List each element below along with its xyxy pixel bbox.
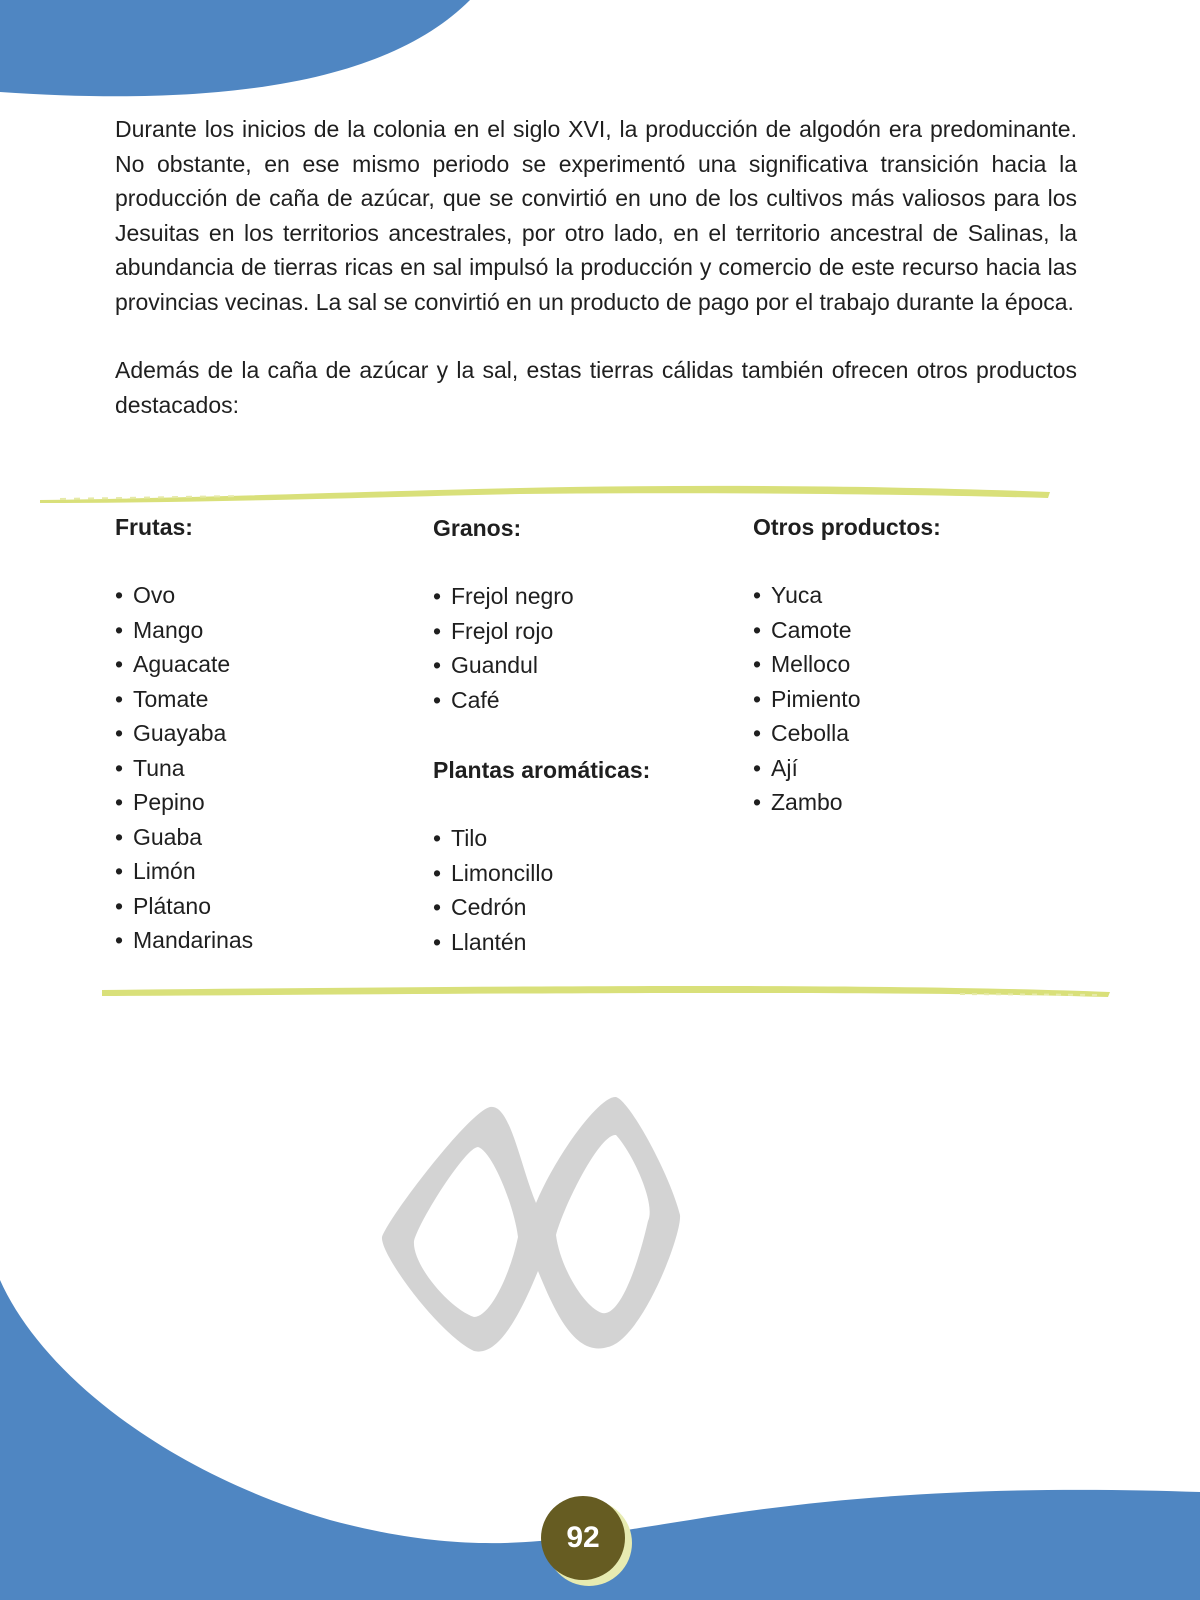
list-item <box>115 613 415 648</box>
list-item-label: Mango <box>133 616 204 643</box>
bullet-icon: • <box>753 789 762 815</box>
list-item <box>115 578 415 613</box>
bullet-icon: • <box>753 651 762 677</box>
list-item <box>115 716 415 751</box>
bullet-icon: • <box>115 685 124 712</box>
bullet-icon: • <box>115 789 124 815</box>
list-item <box>433 648 733 683</box>
bullet-icon: • <box>115 823 124 850</box>
list-item-label: Limoncillo <box>451 859 554 886</box>
list-item <box>433 579 733 614</box>
list-item <box>753 716 1053 751</box>
column-otros-productos <box>753 512 1053 858</box>
list-item-label: Tuna <box>133 754 185 781</box>
bullet-icon: • <box>433 894 442 920</box>
list-item-label: Yuca <box>771 582 823 608</box>
list-item <box>433 614 733 649</box>
list-item <box>115 785 415 820</box>
list-item-label: Ovo <box>133 582 176 608</box>
heading-otros-productos: Otros productos: <box>753 514 941 540</box>
list-item-label: Aguacate <box>133 651 231 677</box>
list-item <box>115 820 415 855</box>
list-item <box>115 647 415 682</box>
bullet-icon: • <box>115 616 124 643</box>
list-frutas <box>115 578 415 958</box>
bullet-icon: • <box>115 892 124 919</box>
list-item <box>115 682 415 717</box>
bullet-icon: • <box>753 685 762 712</box>
list-item <box>433 925 733 960</box>
list-item-label: Guayaba <box>133 720 227 746</box>
double-loop-ornament-icon <box>380 1095 700 1365</box>
bullet-icon: • <box>753 582 762 608</box>
bullet-icon: • <box>115 582 124 608</box>
column-frutas <box>115 512 415 996</box>
list-item <box>753 785 1053 820</box>
list-item-label: Frejol rojo <box>451 617 554 644</box>
list-item-label: Guandul <box>451 652 538 678</box>
bullet-icon: • <box>115 927 124 953</box>
list-granos <box>433 579 733 717</box>
bullet-icon: • <box>433 617 442 644</box>
list-item <box>753 751 1053 786</box>
body-text <box>115 112 1077 456</box>
bullet-icon: • <box>753 616 762 643</box>
list-otros-productos <box>753 578 1053 820</box>
paragraph-1: Durante los inicios de la colonia en el siglo XVI, la producción de algodón era predominante. No obstante, en ese mismo periodo se experimentó una significativa transición hacia la producción de caña de azúcar, que se convirtió en uno de los cultivos más valiosos para los Jesuitas en los territorios ancestrales, por otro lado, en el territorio ancestral de Salinas, la abundancia de tierras ricas en sal impulsó la producción y comercio de este recurso hacia las provincias vecinas. La sal se convirtió en un producto de pago por el trabajo durante la época. <box>115 116 1077 315</box>
list-item-label: Zambo <box>771 789 843 815</box>
list-item-label: Cebolla <box>771 720 849 746</box>
bullet-icon: • <box>433 686 442 713</box>
page-number-badge <box>541 1496 625 1580</box>
list-item-label: Tilo <box>451 825 488 851</box>
heading-granos: Granos: <box>433 515 522 541</box>
list-item-label: Ají <box>771 754 798 781</box>
list-item <box>433 683 733 718</box>
page-number: 92 <box>566 1521 600 1554</box>
bullet-icon: • <box>115 651 124 677</box>
list-item-label: Mandarinas <box>133 927 254 953</box>
bullet-icon: • <box>753 720 762 746</box>
bullet-icon: • <box>115 858 124 884</box>
list-item-label: Melloco <box>771 651 851 677</box>
list-item <box>753 613 1053 648</box>
list-item <box>753 578 1053 613</box>
heading-frutas: Frutas: <box>115 514 193 540</box>
top-wave-decoration <box>0 0 1200 120</box>
list-item-label: Guaba <box>133 823 203 850</box>
list-item-label: Frejol negro <box>451 583 574 609</box>
list-item-label: Limón <box>133 858 196 884</box>
bullet-icon: • <box>433 928 442 955</box>
bullet-icon: • <box>433 859 442 886</box>
list-item-label: Tomate <box>133 685 209 712</box>
column-granos <box>433 513 733 997</box>
list-item <box>753 647 1053 682</box>
heading-plantas-aromaticas: Plantas aromáticas: <box>433 757 651 783</box>
list-item-label: Camote <box>771 616 852 643</box>
list-item <box>433 821 733 856</box>
list-item-label: Café <box>451 686 500 713</box>
bullet-icon: • <box>115 754 124 781</box>
bullet-icon: • <box>433 825 442 851</box>
bullet-icon: • <box>433 583 442 609</box>
list-item <box>753 682 1053 717</box>
bullet-icon: • <box>433 652 442 678</box>
bullet-icon: • <box>753 754 762 781</box>
top-brush-stroke <box>0 478 1200 508</box>
bottom-brush-stroke <box>0 978 1200 1008</box>
list-item-label: Plátano <box>133 892 212 919</box>
bullet-icon: • <box>115 720 124 746</box>
list-item <box>115 854 415 889</box>
list-plantas-aromaticas <box>433 821 733 959</box>
list-item-label: Cedrón <box>451 894 527 920</box>
list-item <box>115 751 415 786</box>
list-item <box>433 856 733 891</box>
list-item-label: Pimiento <box>771 685 861 712</box>
list-item <box>433 890 733 925</box>
list-item-label: Llantén <box>451 928 527 955</box>
list-item-label: Pepino <box>133 789 205 815</box>
paragraph-2: Además de la caña de azúcar y la sal, estas tierras cálidas también ofrecen otros productos destacados: <box>115 357 1077 418</box>
list-item <box>115 923 415 958</box>
list-item <box>115 889 415 924</box>
